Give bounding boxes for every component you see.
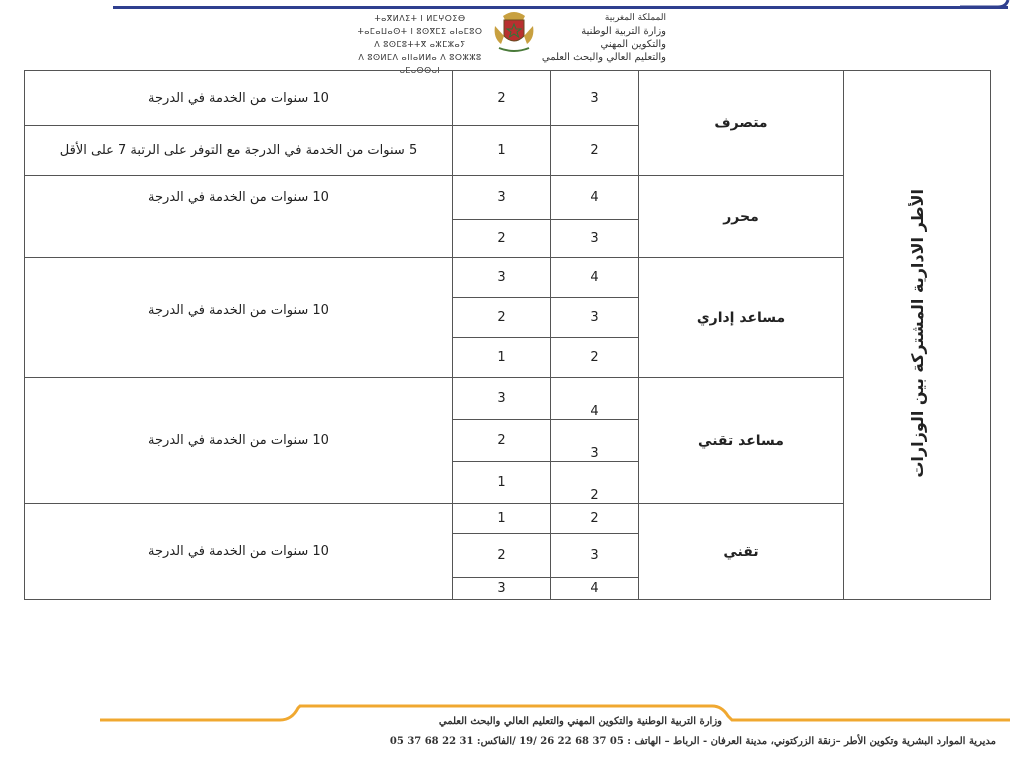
header-tifinagh-line: ⵜⴰⴳⵍⴷⵉⵜ ⵏ ⵍⵎⵖⵔⵉⴱ bbox=[374, 14, 466, 23]
target-grade-cell: 2 bbox=[551, 462, 639, 504]
header-tifinagh-line: ⴷ ⵓⵙⵎⵓⵜⵜⴳ ⴰⵣⵎⵣⴰⵢ bbox=[374, 40, 466, 49]
condition-cell: 10 سنوات من الخدمة في الدرجة bbox=[25, 71, 453, 126]
header-tifinagh-line: ⵜⴰⵎⴰⵡⴰⵙⵜ ⵏ ⵓⵙⴳⵎⵉ ⴰⵏⴰⵎⵓⵔ bbox=[357, 27, 483, 36]
condition-cell: 10 سنوات من الخدمة في الدرجة bbox=[25, 378, 453, 504]
target-grade-cell: 3 bbox=[551, 220, 639, 258]
morocco-coat-of-arms-icon bbox=[489, 6, 539, 56]
target-grade-cell: 4 bbox=[551, 176, 639, 220]
target-grade-cell: 3 bbox=[551, 420, 639, 462]
condition-cell: 10 سنوات من الخدمة في الدرجة bbox=[25, 176, 453, 258]
grade-name-cell: محرر bbox=[639, 176, 844, 258]
target-grade-cell: 2 bbox=[551, 338, 639, 378]
grade-name-cell: مساعد تقني bbox=[639, 378, 844, 504]
header-ar-line: والتعليم العالي والبحث العلمي bbox=[541, 52, 666, 63]
current-grade-cell: 3 bbox=[453, 176, 551, 220]
target-grade-cell: 2 bbox=[551, 126, 639, 176]
current-grade-cell: 1 bbox=[453, 504, 551, 534]
current-grade-cell: 3 bbox=[453, 578, 551, 600]
grade-name-cell: متصرف bbox=[639, 71, 844, 176]
condition-cell: 10 سنوات من الخدمة في الدرجة bbox=[25, 504, 453, 600]
condition-cell: 10 سنوات من الخدمة في الدرجة bbox=[25, 258, 453, 378]
current-grade-cell: 1 bbox=[453, 338, 551, 378]
current-grade-cell: 2 bbox=[453, 420, 551, 462]
header-divider-line bbox=[113, 6, 1008, 9]
target-grade-cell: 4 bbox=[551, 258, 639, 298]
header-ar-line: والتكوين المهني bbox=[600, 39, 666, 50]
header-ar-line: وزارة التربية الوطنية bbox=[581, 26, 666, 37]
footer-address: مديرية الموارد البشرية وتكوين الأطر –زنقة الزركتوني، مدينة العرفان - الرباط – الهاتف : 05 37 68 22 26 /19 /الفاكس: 31 22 68 37 05 bbox=[389, 736, 996, 747]
current-grade-cell: 3 bbox=[453, 258, 551, 298]
ministry-header-tifinagh bbox=[350, 12, 490, 77]
category-label: الأطر الادارية المشتركة بين الوزارات bbox=[907, 188, 927, 478]
current-grade-cell: 1 bbox=[453, 126, 551, 176]
header-line-curve bbox=[960, 0, 1010, 9]
promotion-grades-table bbox=[24, 70, 991, 600]
target-grade-cell: 4 bbox=[551, 578, 639, 600]
grade-name-cell: تقني bbox=[639, 504, 844, 600]
target-grade-cell: 3 bbox=[551, 298, 639, 338]
condition-cell: 5 سنوات من الخدمة في الدرجة مع التوفر على الرتبة 7 على الأقل bbox=[25, 126, 453, 176]
target-grade-cell: 4 bbox=[551, 378, 639, 420]
header-ar-line: المملكة المغربية bbox=[604, 13, 666, 23]
current-grade-cell: 1 bbox=[453, 462, 551, 504]
footer-ministry-title: وزارة التربية الوطنية والتكوين المهني والتعليم العالي والبحث العلمي bbox=[438, 716, 722, 727]
current-grade-cell: 2 bbox=[453, 71, 551, 126]
target-grade-cell: 3 bbox=[551, 534, 639, 578]
target-grade-cell: 3 bbox=[551, 71, 639, 126]
current-grade-cell: 2 bbox=[453, 220, 551, 258]
current-grade-cell: 3 bbox=[453, 378, 551, 420]
current-grade-cell: 2 bbox=[453, 298, 551, 338]
grade-name-cell: مساعد إداري bbox=[639, 258, 844, 378]
current-grade-cell: 2 bbox=[453, 534, 551, 578]
header-tifinagh-line: ⴷ ⵓⵙⵍⵎⴷ ⴰⵏⵏⴰⵍⵍⴰ ⴷ ⵓⵔⵣⵣⵓ ⴰⵎⴰⵙⵙⴰⵏ bbox=[358, 53, 482, 75]
target-grade-cell: 2 bbox=[551, 504, 639, 534]
category-cell bbox=[844, 71, 991, 600]
